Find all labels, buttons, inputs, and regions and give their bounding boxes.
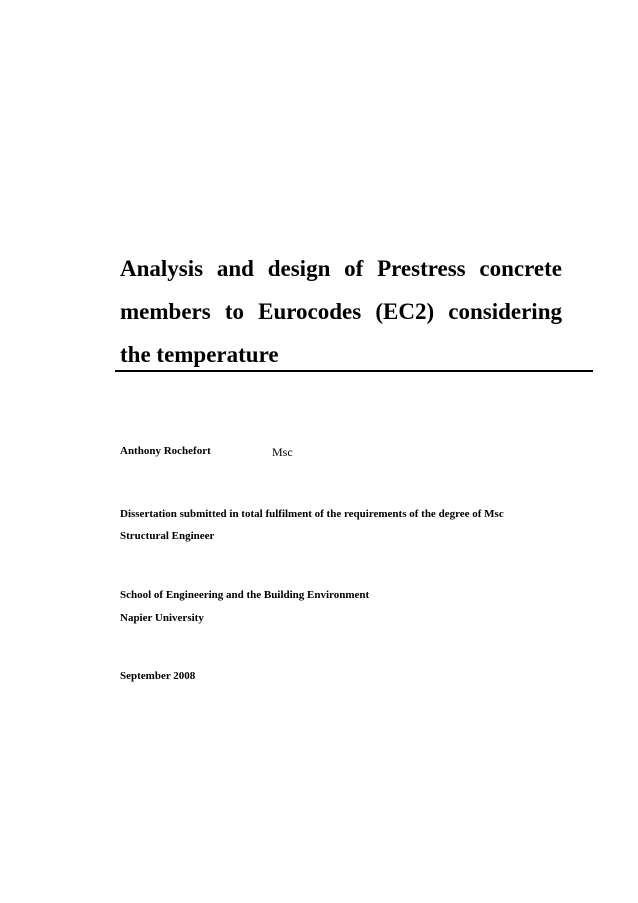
university-name: Napier University	[120, 612, 204, 624]
school-name: School of Engineering and the Building Environment	[120, 589, 370, 601]
author-name: Anthony Rochefort	[120, 445, 211, 457]
title-line-1: Analysis and design of Prestress concrete	[120, 256, 562, 281]
submission-date: September 2008	[120, 670, 196, 682]
title-underline-divider	[115, 370, 593, 372]
title-line-2: members to Eurocodes (EC2) considering	[120, 299, 562, 324]
dissertation-statement: Dissertation submitted in total fulfilment of the requirements of the degree of Msc	[120, 508, 504, 520]
document-title	[120, 247, 562, 376]
author-degree: Msc	[272, 445, 293, 459]
title-line-3: the temperature	[120, 342, 279, 367]
dissertation-degree-title: Structural Engineer	[120, 530, 215, 542]
